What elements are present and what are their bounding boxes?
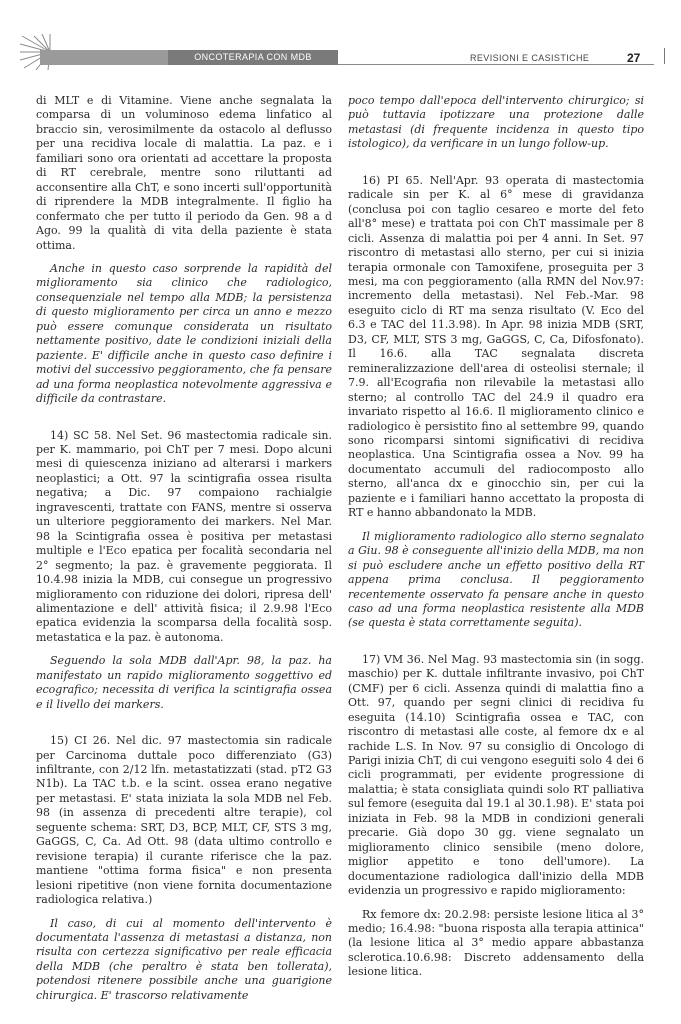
case-15-paragraph: 15) CI 26. Nel dic. 97 mastectomia sin radicale per Carcinoma duttale poco differenziato (G3) infiltrante, con 2/12 lfn. metastatizzati (stad. pT2 G3 N1b). La TAC t.b. e la scint. ossea erano negative per metastasi. E' stata iniziata la sola MDB nel Feb. 98 (in assenza di precedenti altre terapie), col seguente schema: SRT, D3, BCP, MLT, CF, STS 3 mg, GaGGS, C, Ca. Ad Ott. 98 (data ultimo controllo e revisione terapia) il curante riferisce che la paz. mantiene "ottima forma fisica" e non presenta lesioni ripetitive (non viene fornita documentazione radiologica relativa.) [36,734,332,907]
section-label-left: ONCOTERAPIA CON MDB [168,50,338,65]
commentary-paragraph: Anche in questo caso sorprende la rapidità del miglioramento sia clinico che radiologico, consequenziale nel tempo alla MDB; la persistenza di questo miglioramento per circa un anno e mezzo può essere comunque considerata un risultato nettamente positivo, date le condizioni iniziali della paziente. E' difficile anche in questo caso definire i motivi del successivo peggioramento, che fa pensare ad una forma neoplastica notevolmente aggressiva e difficile da contrastare. [36,261,332,406]
case-16-paragraph: 16) PI 65. Nell'Apr. 93 operata di mastectomia radicale sin per K. al 6° mese di gravidanza (conclusa poi con taglio cesareo e morte del feto all'8° mese) e trattata poi con ChT massimale per 8 cicli. Assenza di malattia poi per 4 anni. In Set. 97 riscontro di metastasi allo sterno, per cui si inizia terapia ormonale con Tamoxifene, proseguita per 3 mesi, ma con peggioramento (alla RMN del Nov.97: incremento della metastasi). Nel Feb.-Mar. 98 eseguito ciclo di RT ma senza risultato (V. Eco del 6.3 e TAC del 11.3.98). In Apr. 98 inizia MDB (SRT, D3, CF, MLT, STS 3 mg, GaGGS, C, Ca, Difosfonato). Il 16.6. alla TAC segnalata discreta remineralizzazione dell'area di osteolisi sternale; il 7.9. all'Ecografia non rilevabile la metastasi allo sterno; al controllo TAC del 24.9 il quadro era invariato rispetto al 16.6. Il miglioramento clinico e radiologico è persistito fino al settembre 99, quando sono ricomparsi sintomi significativi di recidiva neoplastica. Una Scintigrafia ossea a Nov. 99 ha documentato accumuli del radiocomposto allo sterno, all'anca dx e ginocchio sin, per cui la paziente e i familiari hanno accettato la proposta di RT e hanno abbandonato la MDB. [348,173,644,520]
paragraph: Rx femore dx: 20.2.98: persiste lesione litica al 3° medio; 16.4.98: "buona risposta alla terapia attinica" (la lesione litica al 3° medio appare abbastanza sclerotica.10.6.98: Discreto addensamento della lesione litica. [348,907,644,979]
commentary-paragraph: Seguendo la sola MDB dall'Apr. 98, la paz. ha manifestato un rapido miglioramento soggettivo ed ecografico; necessita di verifica la scintigrafia ossea e il livello dei markers. [36,654,332,711]
section-label-right: REVISIONI E CASISTICHE [470,53,590,63]
left-column [36,94,332,1003]
header-rule [338,64,654,65]
sunburst-logo-icon [20,34,170,70]
paragraph: di MLT e di Vitamine. Viene anche segnalata la comparsa di un voluminoso edema linfatico al braccio sin, verosimilmente da ostacolo al deflusso per una recidiva locale di malattia. La paz. e i familiari sono ora orientati ad accettare la proposta di RT cerebrale, mentre sono riluttanti ad acconsentire alla ChT, e sono incerti sull'opportunità di riprendere la MDB integralmente. Il figlio ha confermato che per tutto il periodo da Gen. 98 a d Ago. 99 la qualità di vita della paziente è stata ottima. [36,94,332,252]
page-header [0,0,681,80]
right-column [348,94,644,989]
commentary-paragraph: Il miglioramento radiologico allo sterno segnalato a Giu. 98 è conseguente all'inizio della MDB, ma non si può escludere anche un effetto positivo della RT appena prima conclusa. Il peggioramento recentemente osservato fa pensare anche in questo caso ad una forma neoplastica resistente alla MDB (se questa è stata correttamente seguita). [348,529,644,630]
case-14-paragraph: 14) SC 58. Nel Set. 96 mastectomia radicale sin. per K. mammario, poi ChT per 7 mesi. Dopo alcuni mesi di quiescenza iniziano ad alterarsi i markers neoplastici; a Ott. 97 la scintigrafia ossea risulta negativa; a Dic. 97 compaiono rachialgie ingravescenti, trattate con FANS, mentre si osserva un ulteriore peggioramento dei markers. Nel Mar. 98 la Scintigrafia ossea è positiva per metastasi multiple e l'Eco epatica per focalità secondaria nel 2° segmento; la paz. è gravemente peggiorata. Il 10.4.98 inizia la MDB, cui consegue un progressivo miglioramento con riduzione dei dolori, ripresa dell' alimentazione e dell' attività fisica; il 2.9.98 l'Eco epatica evidenzia la scomparsa della focalità sosp. metastatica e la paz. è autonoma. [36,428,332,644]
commentary-paragraph: poco tempo dall'epoca dell'intervento chirurgico; si può tuttavia ipotizzare una protezione dalle metastasi (di frequente incidenza in questo tipo istologico), da verificare in un lungo follow-up. [348,94,644,151]
page-number: 27 [627,51,641,65]
commentary-paragraph: Il caso, di cui al momento dell'intervento è documentata l'assenza di metastasi a distanza, non risulta con certezza significativo per reale efficacia della MDB (che peraltro è stata ben tollerata), potendosi ritenere possibile anche una guarigione chirurgica. E' trascorso relativamente [36,916,332,1002]
case-17-paragraph: 17) VM 36. Nel Mag. 93 mastectomia sin (in sogg. maschio) per K. duttale infiltrante invasivo, poi ChT (CMF) per 6 cicli. Assenza quindi di malattia fino a Ott. 97, quando per segni clinici di recidiva fu eseguita (14.10) Scintigrafia ossea e TAC, con riscontro di metastasi alle coste, al femore dx e al rachide L.S. In Nov. 97 su consiglio di Oncologo di Parigi inizia ChT, di cui vengono eseguiti solo 4 dei 6 cicli programmati, per evidente progressione di malattia; è stata consigliata quindi solo RT palliativa sul femore (eseguita dal 19.1 al 30.1.98). E' stata poi iniziata in Feb. 98 la MDB in condizioni generali precarie. Già dopo 30 gg. viene segnalato un miglioramento clinico sensibile (meno dolore, miglior appetito e tono dell'umore). La documentazione radiologica dall'inizio della MDB evidenzia un progressivo e rapido miglioramento: [348,652,644,898]
header-vertical-rule [664,48,665,64]
